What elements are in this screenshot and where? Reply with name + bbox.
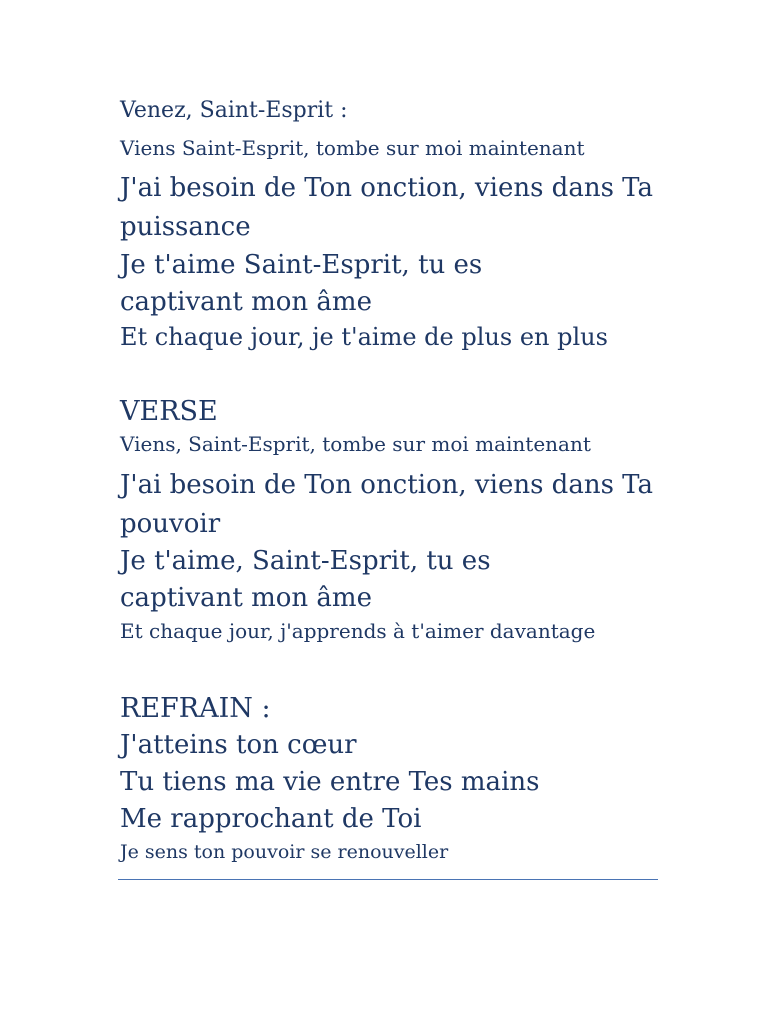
verse-line-5: captivant mon âme [120, 583, 372, 613]
refrain-heading: REFRAIN : [120, 693, 271, 724]
intro-title: Venez, Saint-Esprit : [120, 98, 348, 123]
intro-line-4: Je t'aime Saint-Esprit, tu es [120, 250, 483, 280]
verse-line-6: Et chaque jour, j'apprends à t'aimer davantage [120, 619, 596, 643]
verse-heading: VERSE [120, 396, 218, 427]
intro-line-1: Viens Saint-Esprit, tombe sur moi maintenant [120, 136, 585, 160]
refrain-line-1: J'atteins ton cœur [120, 730, 357, 760]
verse-line-3: pouvoir [120, 509, 221, 539]
intro-line-5: captivant mon âme [120, 287, 372, 317]
intro-line-2: J'ai besoin de Ton onction, viens dans Ta [120, 173, 653, 203]
verse-line-2: J'ai besoin de Ton onction, viens dans Ta [120, 470, 653, 500]
verse-line-1: Viens, Saint-Esprit, tombe sur moi maintenant [120, 432, 591, 456]
refrain-line-2: Tu tiens ma vie entre Tes mains [120, 767, 540, 797]
refrain-line-4: Je sens ton pouvoir se renouveller [120, 841, 449, 863]
verse-line-4: Je t'aime, Saint-Esprit, tu es [120, 546, 491, 576]
intro-line-3: puissance [120, 212, 251, 242]
intro-line-6: Et chaque jour, je t'aime de plus en plus [120, 323, 608, 351]
section-divider [118, 879, 658, 880]
refrain-line-3: Me rapprochant de Toi [120, 804, 422, 834]
